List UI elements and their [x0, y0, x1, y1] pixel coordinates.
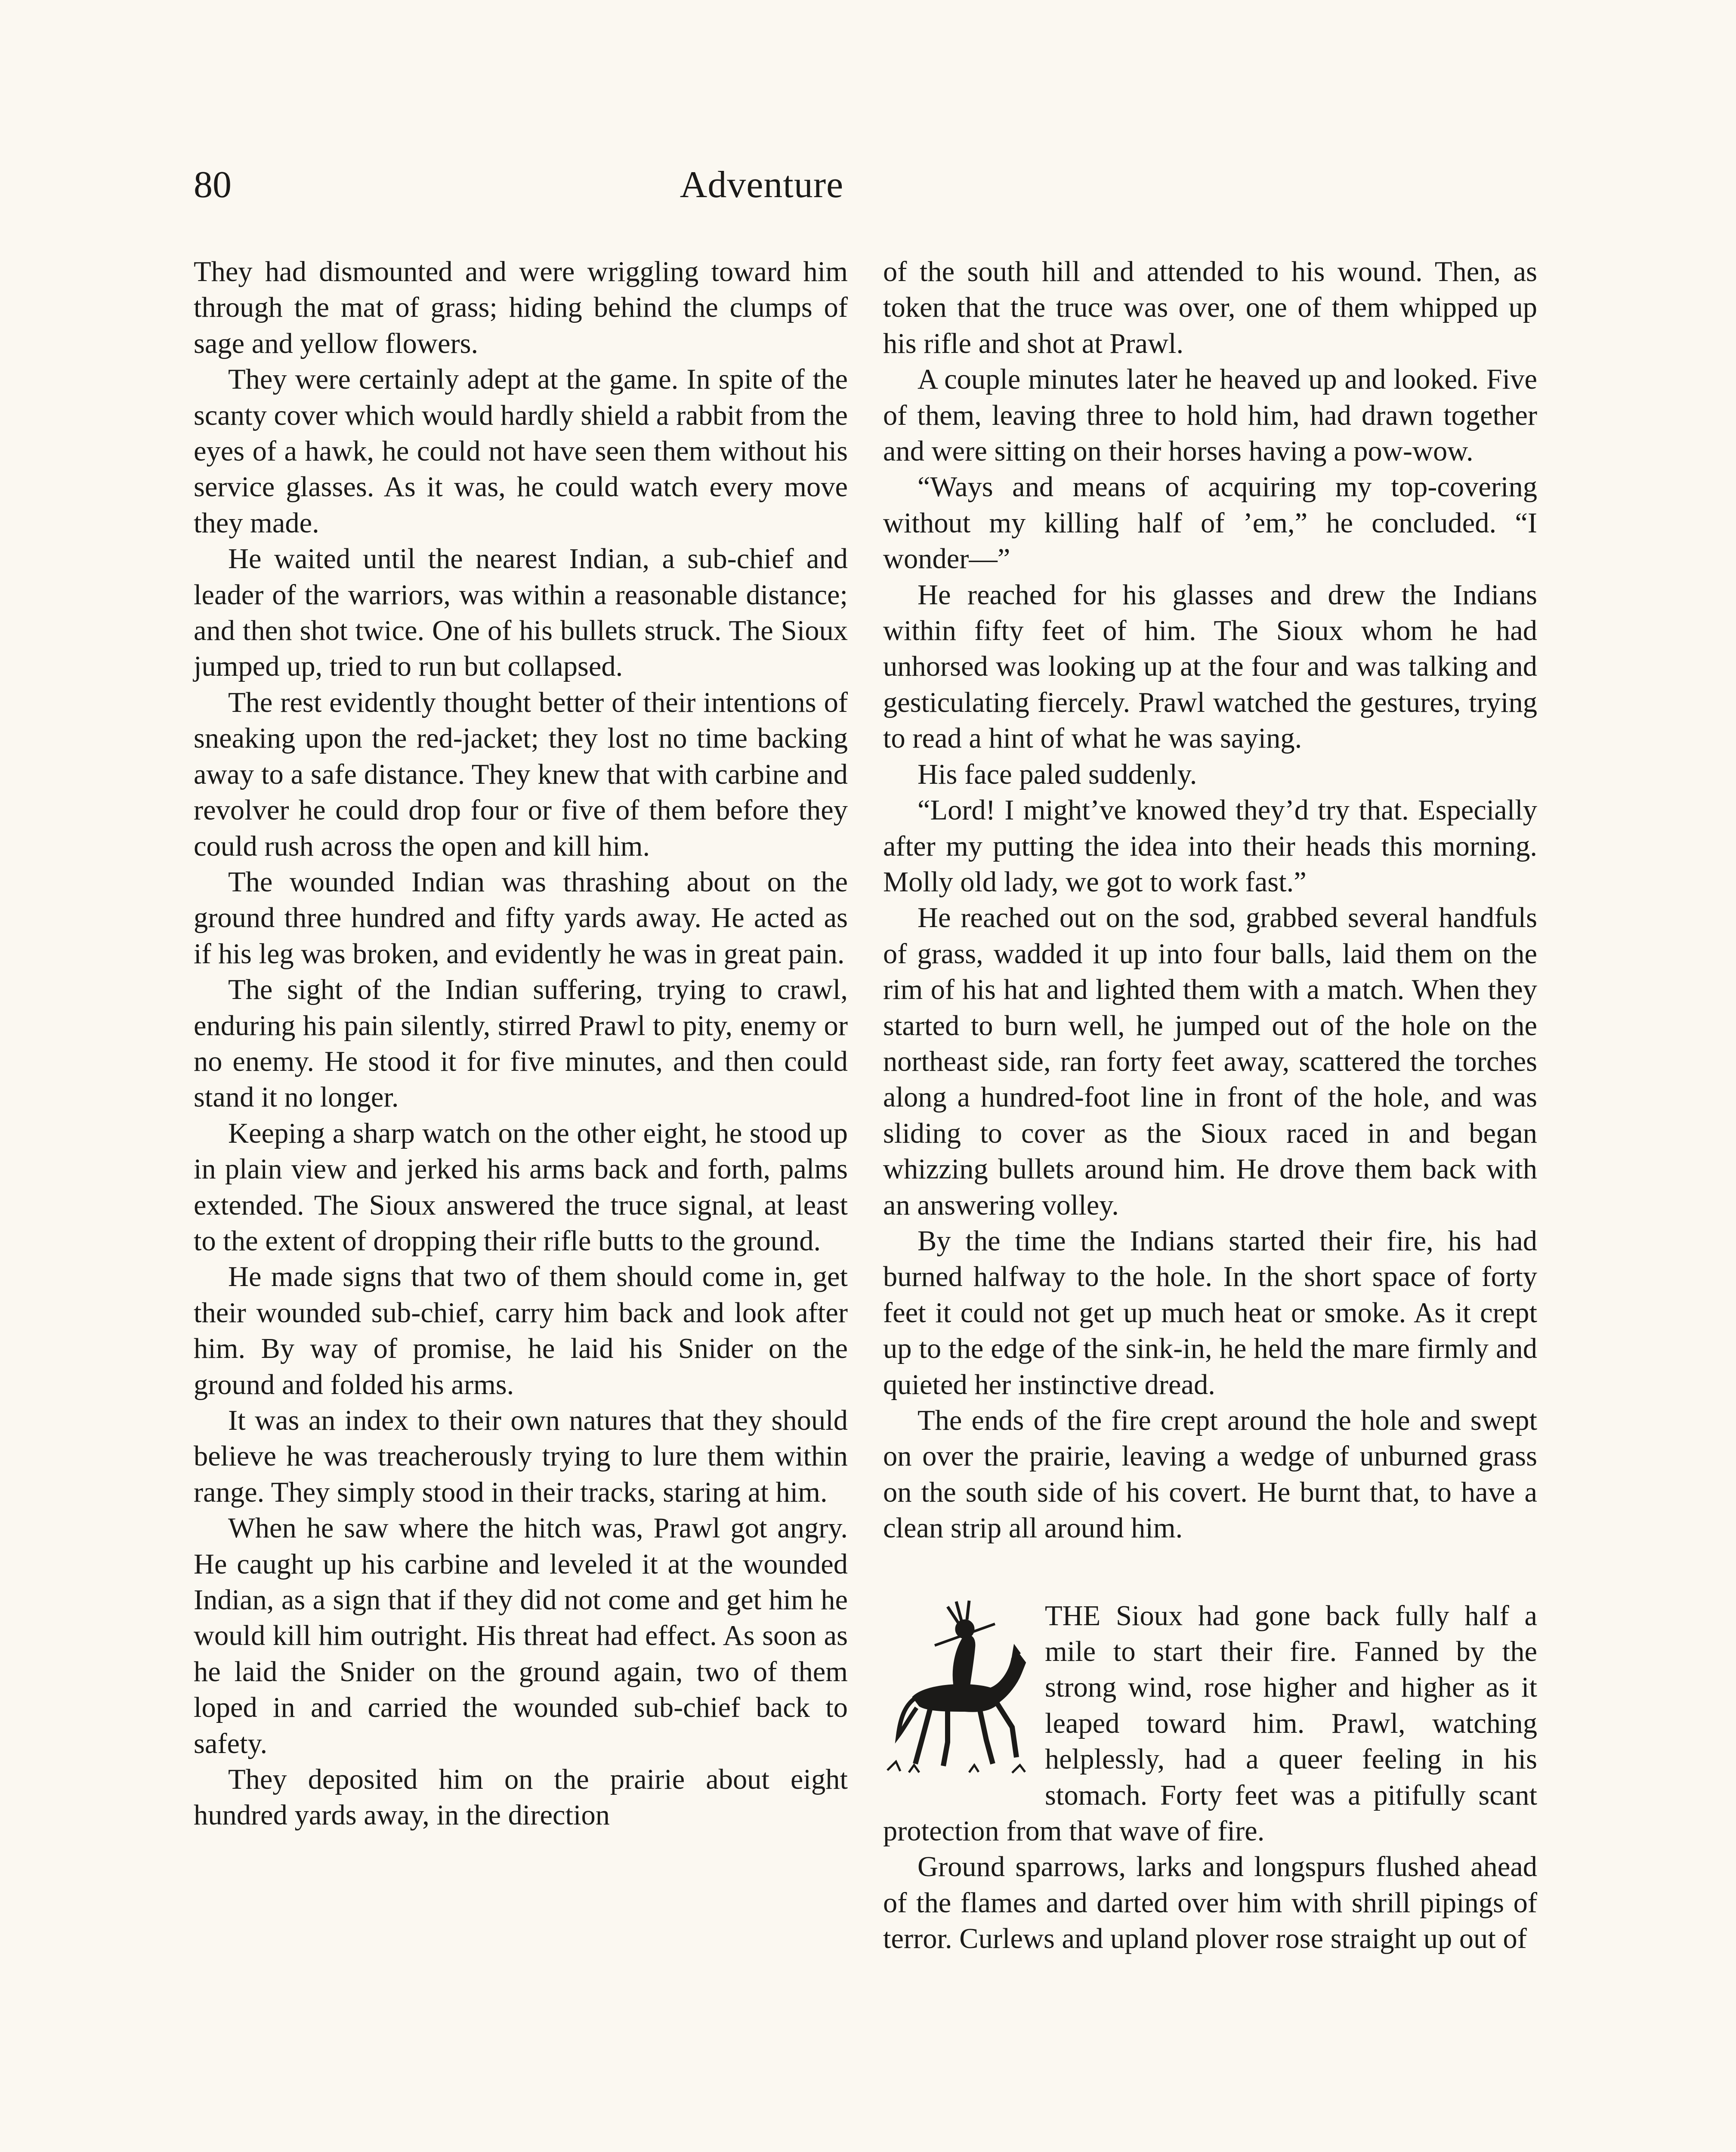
page-header — [194, 159, 998, 215]
paragraph: They deposited him on the prairie about eight hundred yards away, in the direction — [194, 1764, 848, 1831]
paragraph: of the south hill and attended to his wound. Then, as token that the truce was over, one of them whipped up his rifle and shot at Prawl. — [883, 256, 1537, 359]
paragraph: The sight of the Indian suffering, trying to crawl, enduring his pain silently, stirred Prawl to pity, enemy or no enemy. He stood it for five minutes, and then could stand it no longer. — [194, 974, 848, 1113]
paragraph: Ground sparrows, larks and longspurs flushed ahead of the flames and darted over him with shrill pipings of terror. Curlews and upland plover rose straight up out of — [883, 1851, 1537, 1955]
paragraph: The ends of the fire crept around the hole and swept on over the prairie, leaving a wedge of unburned grass on the south side of his covert. He burnt that, to have a clean strip all around him. — [883, 1405, 1537, 1544]
horse-and-rider-icon — [883, 1598, 1038, 1779]
paragraph: Keeping a sharp watch on the other eight, he stood up in plain view and jerked his arms back and forth, palms extended. The Sioux answered the truce signal, at least to the extent of dropping their rifle butts to the ground. — [194, 1117, 848, 1257]
page-number: 80 — [194, 164, 232, 206]
paragraph: They had dismounted and were wriggling toward him through the mat of grass; hiding behind the clumps of sage and yellow flowers. — [194, 256, 848, 359]
paragraph: When he saw where the hitch was, Prawl got angry. He caught up his carbine and leveled it at the wounded Indian, as a sign that if they did not come and get him he would kill him outright. His threat had effect. As soon as he laid the Snider on the ground again, two of them loped in and carried the wounded sub-chief back to safety. — [194, 1512, 848, 1759]
paragraph: “Ways and means of acquiring my top-covering without my killing half of ’em,” he concluded. “I wonder—” — [883, 471, 1537, 575]
paragraph: The rest evidently thought better of their intentions of sneaking upon the red-jacket; they lost no time backing away to a safe distance. They knew that with carbine and revolver he could drop four or five of them before they could rush across the open and kill him. — [194, 686, 848, 862]
paragraph: The wounded Indian was thrashing about on the ground three hundred and fifty yards away. He acted as if his leg was broken, and evidently he was in great pain. — [194, 866, 848, 970]
paragraph: He reached for his glasses and drew the Indians within fifty feet of him. The Sioux whom he had unhorsed was looking up at the four and was talking and gesticulating fiercely. Prawl watched the gestures, trying to read a hint of what he was saying. — [883, 579, 1537, 754]
paragraph: By the time the Indians started their fire, his had burned halfway to the hole. In the short space of forty feet it could not get up much heat or smoke. As it crept up to the edge of the sink-in, he held the mare firmly and quieted her instinctive dread. — [883, 1225, 1537, 1401]
paragraph: “Lord! I might’ve knowed they’d try that. Especially after my putting the idea into their heads this morning. Molly old lady, we got to work fast.” — [883, 795, 1537, 898]
paragraph: His face paled suddenly. — [917, 758, 1197, 790]
paragraph: They were certainly adept at the game. In spite of the scanty cover which would hardly shield a rabbit from the eyes of a hawk, he could not have seen them without his service glasses. As it was, he could watch every move they made. — [194, 364, 848, 539]
left-column — [194, 254, 848, 1834]
paragraph: He made signs that two of them should come in, get their wounded sub-chief, carry him back and look after him. By way of promise, he laid his Snider on the ground and folded his arms. — [194, 1261, 848, 1401]
section-break — [883, 1546, 1537, 1598]
paragraph: It was an index to their own natures that they should believe he was treacherously trying to lure them within range. They simply stood in their tracks, staring at him. — [194, 1405, 848, 1508]
right-column — [883, 254, 1537, 1957]
running-title: Adventure — [680, 164, 844, 206]
paragraph: He waited until the nearest Indian, a sub-chief and leader of the warriors, was within a reasonable distance; and then shot twice. One of his bullets struck. The Sioux jumped up, tried to run but collapsed. — [194, 543, 848, 683]
paragraph: A couple minutes later he heaved up and looked. Five of them, leaving three to hold him, had drawn together and were sitting on their horses having a pow-wow. — [883, 364, 1537, 467]
paragraph: He reached out on the sod, grabbed several handfuls of grass, wadded it up into four balls, laid them on the rim of his hat and lighted them with a match. When they started to burn well, he jumped out of the hole on the northeast side, ran forty feet away, scattered the torches along a hundred-foot line in front of the hole, and was sliding to cover as the Sioux raced in and began whizzing bullets around him. He drove them back with an answering volley. — [883, 902, 1537, 1221]
paragraph: THE Sioux had gone back fully half a mile to start their fire. Fanned by the strong wind, rose higher and higher as it leaped toward him. Prawl, watching helplessly, had a queer feeling in his stomach. Forty feet was a pitifully scant protection from that wave of fire. — [883, 1600, 1537, 1847]
